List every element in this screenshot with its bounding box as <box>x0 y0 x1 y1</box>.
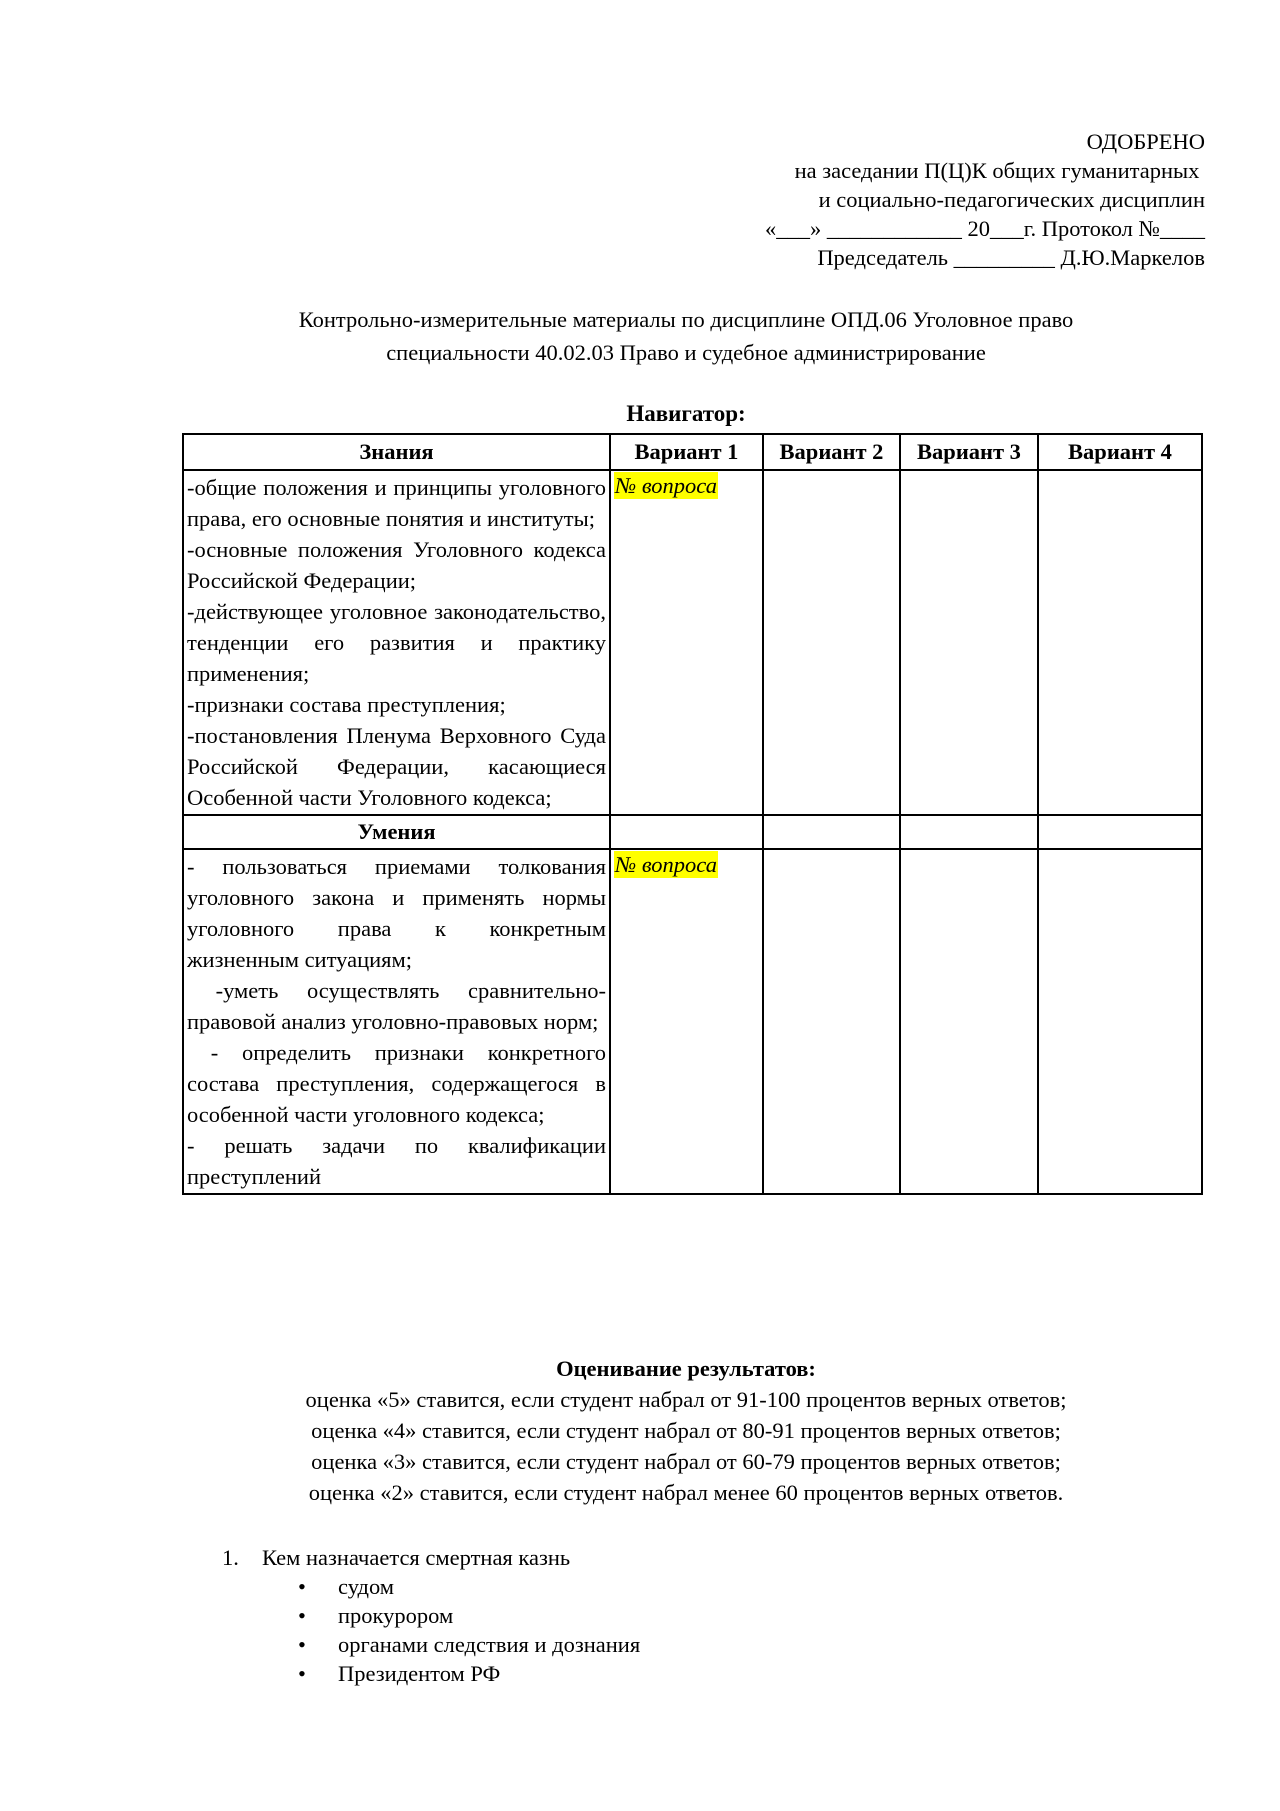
approval-line-chairman: Председатель _________ Д.Ю.Маркелов <box>817 245 1205 270</box>
knowledge-list-cell <box>183 470 610 815</box>
question-number-mark: № вопроса <box>615 852 717 877</box>
knowledge-variant-2-cell <box>763 470 900 815</box>
grading-line-2: оценка «2» ставится, если студент набрал менее 60 процентов верных ответов. <box>308 1480 1064 1505</box>
header-variant-4: Вариант 4 <box>1038 434 1202 470</box>
knowledge-variant-1-cell <box>610 470 763 815</box>
list-item: -общие положения и принципы уголовного права, его основные понятия и институты; <box>187 475 606 531</box>
grading-line-5: оценка «5» ставится, если студент набрал от 91-100 процентов верных ответов; <box>305 1387 1067 1412</box>
empty-cell <box>900 815 1038 849</box>
list-item <box>298 1601 640 1630</box>
list-item: -действующее уголовное законодательство, тенденции его развития и практику применения; <box>187 599 606 686</box>
list-item <box>298 1572 640 1601</box>
answer-text: прокурором <box>338 1603 454 1628</box>
question-text: Кем назначается смертная казнь <box>262 1545 571 1570</box>
skills-variant-1-cell <box>610 849 763 1194</box>
answer-list <box>298 1572 640 1688</box>
approval-line-protocol: «___» ____________ 20___г. Протокол №____ <box>765 216 1205 241</box>
list-item: -уметь осуществлять сравнительно-правовой анализ уголовно-правовых норм; <box>187 978 606 1034</box>
question-text-row <box>222 1543 640 1572</box>
title-line-2: специальности 40.02.03 Право и судебное администрирование <box>386 340 986 365</box>
header-variant-1: Вариант 1 <box>610 434 763 470</box>
bullet-icon: • <box>298 1632 306 1657</box>
question-number: 1. <box>222 1545 239 1570</box>
title-line-1: Контрольно-измерительные материалы по дисциплине ОПД.06 Уголовное право <box>298 307 1074 332</box>
table-row <box>183 849 1202 1194</box>
header-knowledge: Знания <box>183 434 610 470</box>
grading-heading: Оценивание результатов: <box>556 1356 816 1381</box>
skills-list-cell <box>183 849 610 1194</box>
grading-block <box>0 1353 1280 1508</box>
approval-heading: ОДОБРЕНО <box>1086 129 1205 154</box>
empty-cell <box>763 815 900 849</box>
approval-block <box>765 127 1205 272</box>
header-variant-3: Вариант 3 <box>900 434 1038 470</box>
grading-line-3: оценка «3» ставится, если студент набрал от 60-79 процентов верных ответов; <box>311 1449 1061 1474</box>
empty-cell <box>610 815 763 849</box>
bullet-icon: • <box>298 1661 306 1686</box>
skills-variant-3-cell <box>900 849 1038 1194</box>
skills-variant-4-cell <box>1038 849 1202 1194</box>
approval-line-disciplines: и социально-педагогических дисциплин <box>818 187 1205 212</box>
list-item: - определить признаки конкретного состава преступления, содержащегося в особенной части уголовного кодекса; <box>187 1040 612 1127</box>
document-title <box>0 303 1280 369</box>
knowledge-variant-3-cell <box>900 470 1038 815</box>
question-number-mark: № вопроса <box>615 473 717 498</box>
grading-line-4: оценка «4» ставится, если студент набрал от 80-91 процентов верных ответов; <box>311 1418 1061 1443</box>
navigator-heading: Навигатор: <box>626 401 746 426</box>
skills-heading: Умения <box>183 815 610 849</box>
bullet-icon: • <box>298 1603 306 1628</box>
answer-text: органами следствия и дознания <box>338 1632 641 1657</box>
table-header-row <box>183 434 1202 470</box>
empty-cell <box>1038 815 1202 849</box>
list-item: - пользоваться приемами толкования уголовного закона и применять нормы уголовного права к конкретным жизненным ситуациям; <box>187 854 606 972</box>
table-row <box>183 815 1202 849</box>
answer-text: Президентом РФ <box>338 1661 501 1686</box>
navigator-table <box>182 433 1203 1195</box>
question-1 <box>222 1543 640 1688</box>
list-item <box>298 1659 640 1688</box>
approval-line-committee: на заседании П(Ц)К общих гуманитарных <box>794 158 1205 183</box>
skills-variant-2-cell <box>763 849 900 1194</box>
answer-text: судом <box>338 1574 395 1599</box>
knowledge-variant-4-cell <box>1038 470 1202 815</box>
header-variant-2: Вариант 2 <box>763 434 900 470</box>
table-row <box>183 470 1202 815</box>
bullet-icon: • <box>298 1574 306 1599</box>
list-item <box>298 1630 640 1659</box>
list-item: -признаки состава преступления; <box>187 692 506 717</box>
list-item: -постановления Пленума Верховного Суда Российской Федерации, касающиеся Особенной части Уголовного кодекса; <box>187 723 606 810</box>
list-item: -основные положения Уголовного кодекса Российской Федерации; <box>187 537 606 593</box>
list-item: - решать задачи по квалификации преступлений <box>187 1133 606 1189</box>
